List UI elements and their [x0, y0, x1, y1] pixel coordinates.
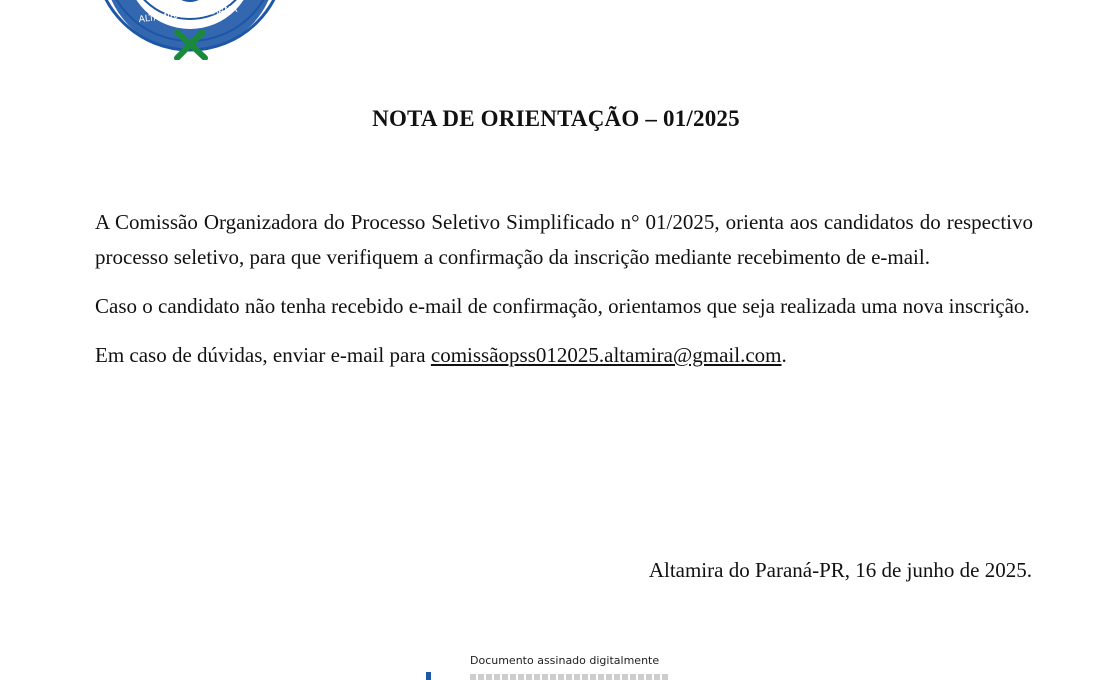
paragraph-new-registration: Caso o candidato não tenha recebido e-mail de confirmação, orientamos que seja realizada uma nova inscrição.: [95, 294, 1030, 318]
gov-br-logo-icon: [360, 670, 460, 680]
date-line: Altamira do Paraná-PR, 16 de junho de 2025.: [648, 558, 1032, 582]
contact-suffix: .: [781, 343, 787, 367]
contact-prefix: Em caso de dúvidas, enviar e-mail para: [95, 343, 431, 367]
paragraph-contact: [95, 338, 1033, 373]
signature-detail-line: [470, 674, 670, 680]
contact-email-link[interactable]: comissãopss012025.altamira@gmail.com: [430, 343, 782, 367]
digital-signature-stamp: [360, 648, 720, 680]
paragraph-orientation: A Comissão Organizadora do Processo Seletivo Simplificado n° 01/2025, orienta aos candidatos do respectivo processo seletivo, para que verifiquem a confirmação da inscrição mediante recebimento de e-mail.: [95, 210, 1033, 269]
signature-label: Documento assinado digitalmente: [470, 654, 660, 667]
document-body: [95, 205, 1033, 387]
document-title: NOTA DE ORIENTAÇÃO – 01/2025: [372, 106, 740, 131]
seal-text: ALTAMIRA DO PARANÁ: [138, 4, 238, 26]
